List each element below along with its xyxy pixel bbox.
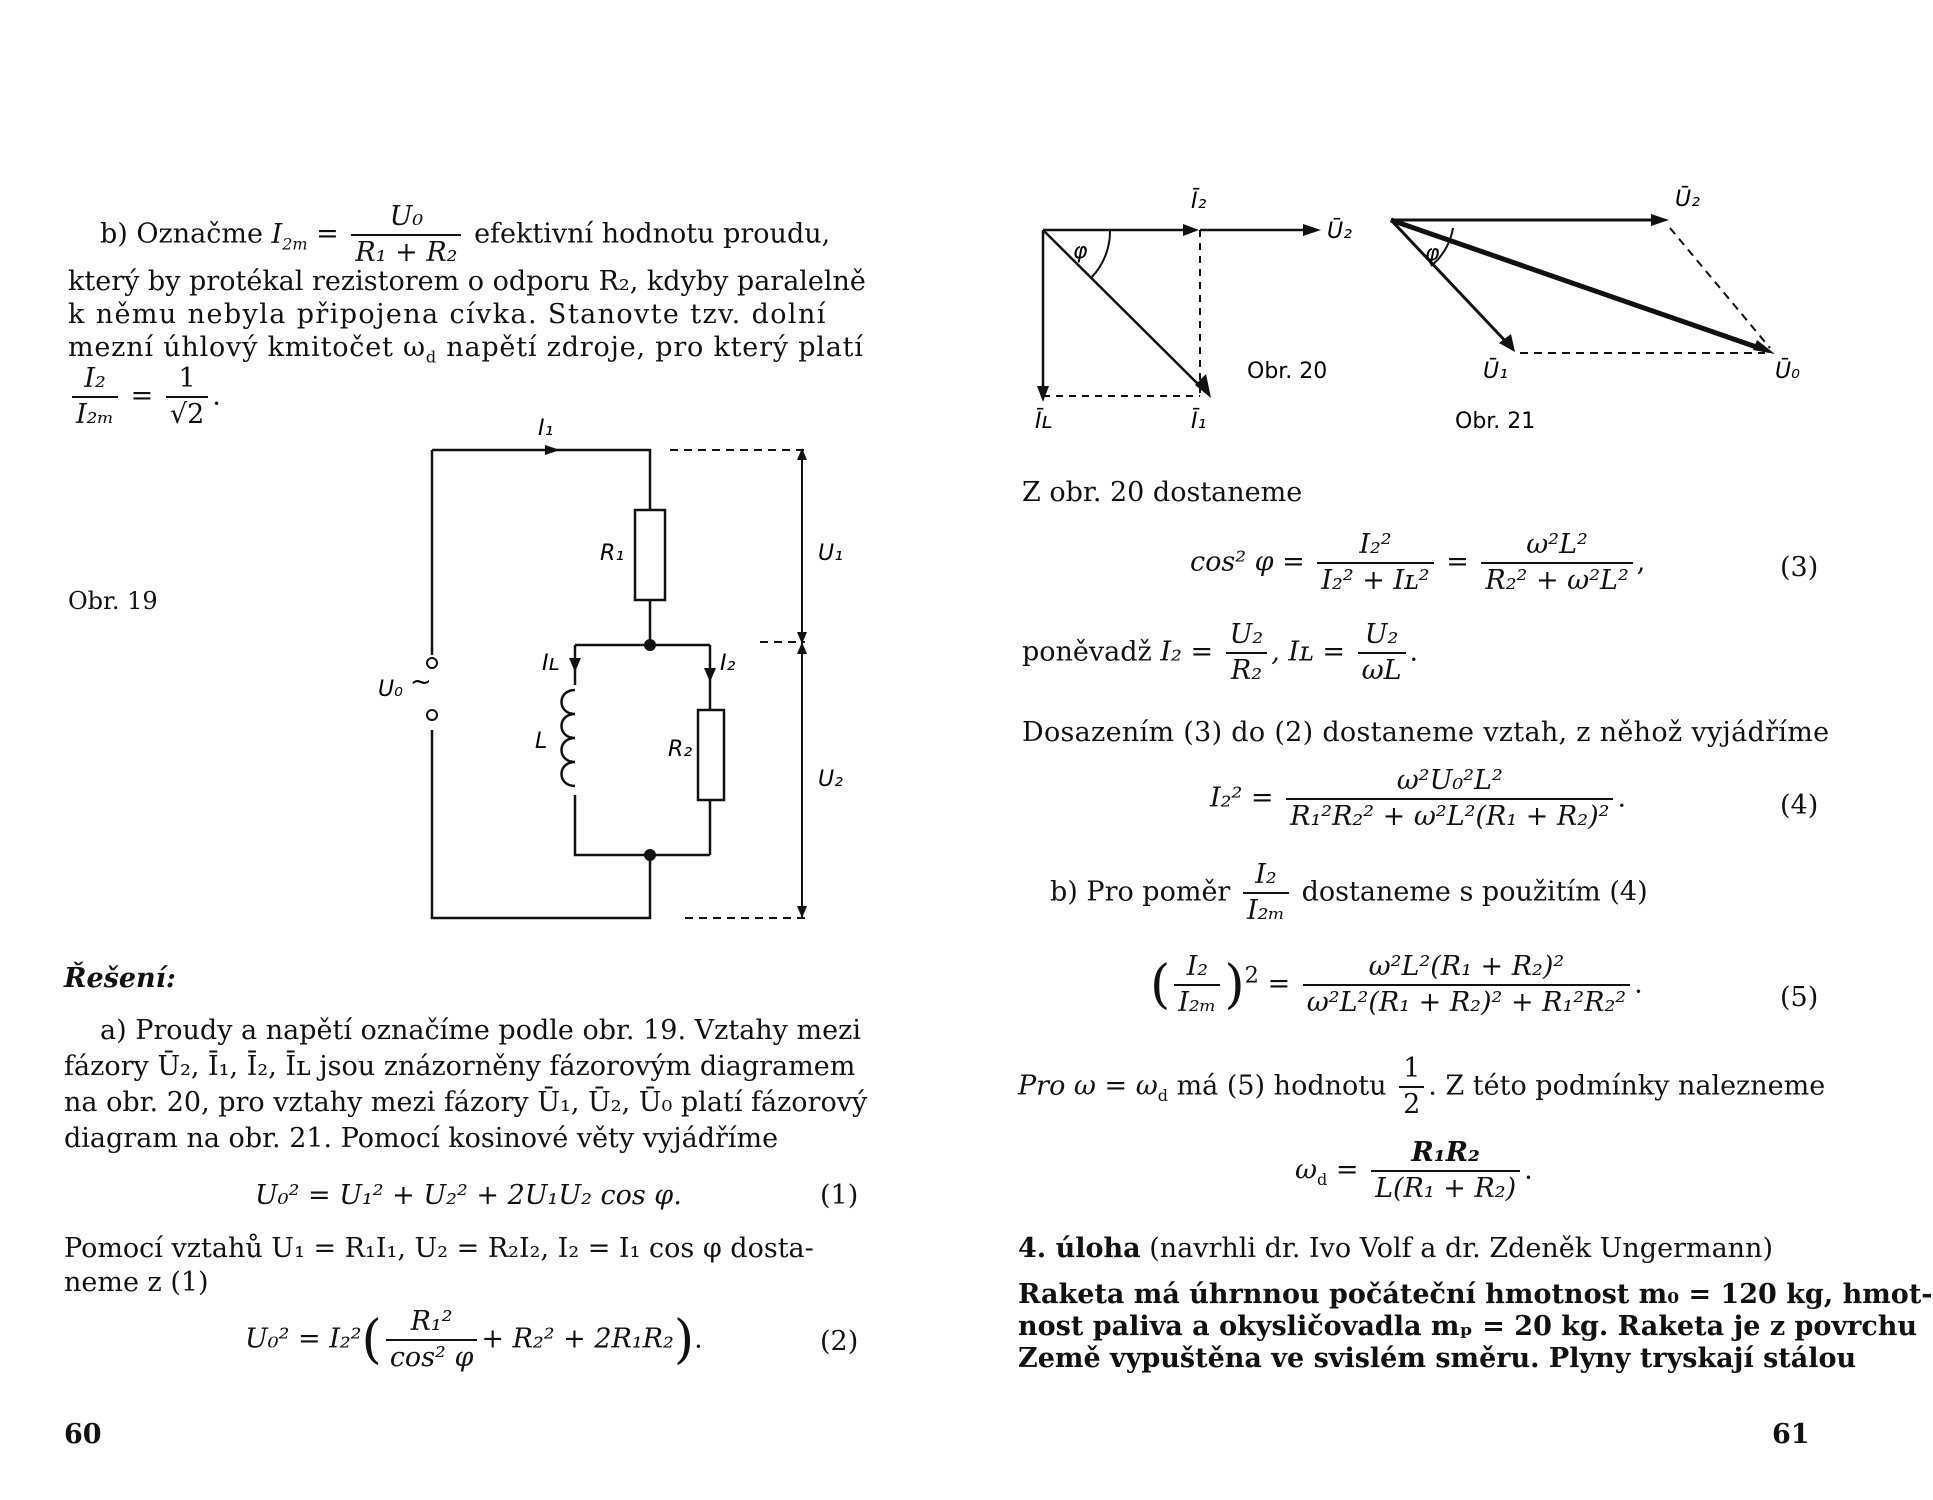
equation-1: U₀² = U₁² + U₂² + 2U₁U₂ cos φ. xyxy=(255,1180,682,1211)
task-4-heading xyxy=(1018,1232,1773,1265)
pon-frac-2: $\frac{\text{U₂}}{\omega L}$ xyxy=(1358,618,1406,688)
task-4-title: 4. úloha xyxy=(1018,1233,1141,1264)
equation-1-number: (1) xyxy=(820,1180,859,1211)
fig20-label-phi: φ xyxy=(1073,239,1088,264)
ponevadz-line: poněvadž I₂ = $\frac{\text{U₂}}{\text{R₂}}$ , Iʟ = $\frac{\text{U₂}}{\omega L}$ . xyxy=(1022,619,1419,686)
equation-2-number: (2) xyxy=(820,1326,859,1357)
fig21-phasor-diagram xyxy=(1375,178,1835,443)
fig20-label-u2: Ū₂ xyxy=(1327,219,1352,244)
pomoci-line-1: Pomocí vztahů U₁ = R₁I₁, U₂ = R₂I₂, I₂ = I₁ cos φ dosta- xyxy=(64,1233,814,1264)
eq5-ratio: $\frac{\text{I₂}}{\text{I₂ₘ}}$ xyxy=(1174,950,1220,1020)
fig21-label-u0: Ū₀ xyxy=(1775,359,1800,384)
b-i2m-symbol: $I_{2m}$ xyxy=(271,218,308,253)
eq3-frac-1: $\frac{\text{I₂²}}{\text{I₂² + Iʟ²}}$ xyxy=(1317,528,1433,598)
a-line-4: diagram na obr. 21. Pomocí kosinové věty vyjádříme xyxy=(64,1123,779,1154)
b-i2m-fraction xyxy=(351,200,461,270)
cond-right-frac: $\frac{1}{√2}$ xyxy=(166,362,208,432)
b-pro-line: b) Pro poměr $\frac{\text{I₂}}{\text{I₂ₘ}}$ dostaneme s použitím (4) xyxy=(1050,859,1648,926)
label-i1: I₁ xyxy=(538,416,554,441)
pro-omega-line: Pro $\omega = \omega_d$ má (5) hodnotu $\frac{1}{2}$ . Z této podmínky nalezneme xyxy=(1018,1053,1826,1120)
arrow-i1 xyxy=(545,445,560,455)
z-obr-line: Z obr. 20 dostaneme xyxy=(1022,477,1303,508)
node-bottom xyxy=(644,849,656,861)
arrow-il xyxy=(569,658,581,672)
task-line-3: Země vypuštěna ve svislém směru. Plyny tryskají stálou xyxy=(1018,1343,1857,1374)
b-frac-num: U₀ xyxy=(351,200,461,236)
inductor-l xyxy=(562,690,576,786)
a-line-3: na obr. 20, pro vztahy mezi fázory Ū₁, Ū₂, Ū₀ platí fázorový xyxy=(64,1087,868,1118)
label-r1: R₁ xyxy=(600,541,625,566)
terminal-bottom xyxy=(427,710,437,720)
b-line-4: mezní úhlový kmitočet $\omega_d$ napětí zdroje, pro který platí xyxy=(68,332,864,367)
page-number-left: 60 xyxy=(64,1419,102,1450)
fig20-label-il: Īʟ xyxy=(1035,409,1053,434)
phasor-u0 xyxy=(1391,220,1765,350)
label-tilde: ~ xyxy=(410,667,432,697)
fig19-label: Obr. 19 xyxy=(68,587,158,615)
pomoci-line-2: neme z (1) xyxy=(64,1267,209,1298)
reseni-heading: Řešení: xyxy=(64,963,176,994)
problem-b-intro: b) Označme $I_{2m}$ = $\frac{\text{U₀}}{\text{R₁ + R₂}}$ efektivní hodnotu proudu, xyxy=(100,201,831,268)
node-top xyxy=(644,639,656,651)
phasor-i1 xyxy=(1043,230,1207,393)
dosazenim-line: Dosazením (3) do (2) dostaneme vztah, z něhož vyjádříme xyxy=(1022,717,1830,748)
task-4-authors: (navrhli dr. Ivo Volf a dr. Zdeněk Ungermann) xyxy=(1149,1233,1773,1264)
b-line-2: který by protékal rezistorem o odporu R₂, kdyby paralelně xyxy=(68,266,866,297)
equation-3: cos² φ = $\frac{\text{I₂²}}{\text{I₂² + Iʟ²}}$ = $\frac{\text{ω²L²}}{\text{R₂² + ω²L²}}$ , xyxy=(1190,529,1646,596)
fig21-label-u1: Ū₁ xyxy=(1483,359,1508,384)
label-r2: R₂ xyxy=(668,737,693,762)
equation-5-number: (5) xyxy=(1780,982,1819,1013)
fig19-circuit xyxy=(370,410,843,930)
task-line-2: nost paliva a okysličovadla mₚ = 20 kg. Raketa je z povrchu xyxy=(1018,1311,1918,1342)
a-line-2: fázory Ū₂, Ī₁, Ī₂, Īʟ jsou znázorněny fázorovým diagramem xyxy=(64,1051,856,1082)
label-u1: U₁ xyxy=(818,541,843,566)
b-intro-text: b) Označme xyxy=(100,218,263,250)
wire-top xyxy=(432,450,650,510)
b-pro-fraction: $\frac{\text{I₂}}{\text{I₂ₘ}}$ xyxy=(1243,858,1289,928)
arrow-i2 xyxy=(704,668,716,682)
label-i2: I₂ xyxy=(720,651,736,676)
fig21-label-u2: Ū₂ xyxy=(1675,187,1700,212)
fig20-phasor-diagram xyxy=(1025,178,1365,443)
fig21-label-phi: φ xyxy=(1425,241,1440,266)
b-line-3: k němu nebyla připojena cívka. Stanovte tzv. dolní xyxy=(68,299,827,330)
pon-frac-1: $\frac{\text{U₂}}{\text{R₂}}$ xyxy=(1226,618,1268,688)
omega-fraction: $\frac{\text{R₁R₂}}{\text{L(R₁ + R₂)}}$ xyxy=(1371,1136,1520,1206)
eq2-fraction: $\frac{\text{R₁²}}{\text{cos² φ}}$ xyxy=(386,1305,478,1375)
equation-5: ( $\frac{\text{I₂}}{\text{I₂ₘ}}$ )$^2$ = $\frac{\text{ω²L²(R₁ + R₂)²}}{\text{ω²L²(R₁ + R₂)² + R₁²R₂²}}$ . xyxy=(1150,951,1643,1018)
eq3-frac-2: $\frac{\text{ω²L²}}{\text{R₂² + ω²L²}}$ xyxy=(1481,528,1632,598)
label-il: Iʟ xyxy=(542,651,560,676)
equation-4-number: (4) xyxy=(1780,790,1819,821)
a-line-1: a) Proudy a napětí označíme podle obr. 19. Vztahy mezi xyxy=(100,1015,861,1046)
page-number-right: 61 xyxy=(1772,1419,1810,1450)
equation-4: I₂² = $\frac{\text{ω²U₀²L²}}{\text{R₁²R₂² + ω²L²(R₁ + R₂)²}}$ . xyxy=(1210,765,1627,832)
eq5-fraction: $\frac{\text{ω²L²(R₁ + R₂)²}}{\text{ω²L²(R₁ + R₂)² + R₁²R₂²}}$ xyxy=(1303,950,1630,1020)
half-fraction: $\frac{1}{2}$ xyxy=(1399,1052,1424,1122)
fig21-caption: Obr. 21 xyxy=(1455,409,1536,434)
task-line-1: Raketa má úhrnnou počáteční hmotnost m₀ = 120 kg, hmot- xyxy=(1018,1279,1933,1310)
label-u2: U₂ xyxy=(818,767,843,792)
condition-ratio: $\frac{\text{I₂}}{\text{I₂ₘ}}$ = $\frac{1}{√2}$ . xyxy=(68,362,221,432)
omega-d-result: $\omega_d$ = $\frac{\text{R₁R₂}}{\text{L(R₁ + R₂)}}$ . xyxy=(1295,1137,1533,1204)
b-frac-den: R₁ + R₂ xyxy=(355,237,458,268)
fig20-label-i1: Ī₁ xyxy=(1191,409,1207,434)
fig20-caption: Obr. 20 xyxy=(1247,359,1328,384)
eq4-fraction: $\frac{\text{ω²U₀²L²}}{\text{R₁²R₂² + ω²L²(R₁ + R₂)²}}$ xyxy=(1286,764,1613,834)
cond-left-frac: $\frac{\text{I₂}}{\text{I₂ₘ}}$ xyxy=(72,362,118,432)
fig20-label-i2: Ī₂ xyxy=(1191,189,1207,214)
equation-3-number: (3) xyxy=(1780,552,1819,583)
label-l: L xyxy=(535,729,548,754)
b-intro-tail: efektivní hodnotu proudu, xyxy=(474,218,831,250)
equation-2: U₀² = I₂²( $\frac{\text{R₁²}}{\text{cos² φ}}$ + R₂² + 2R₁R₂). xyxy=(245,1306,703,1373)
label-u0: U₀ xyxy=(378,677,403,702)
resistor-r2 xyxy=(698,710,724,800)
resistor-r1 xyxy=(635,510,665,600)
